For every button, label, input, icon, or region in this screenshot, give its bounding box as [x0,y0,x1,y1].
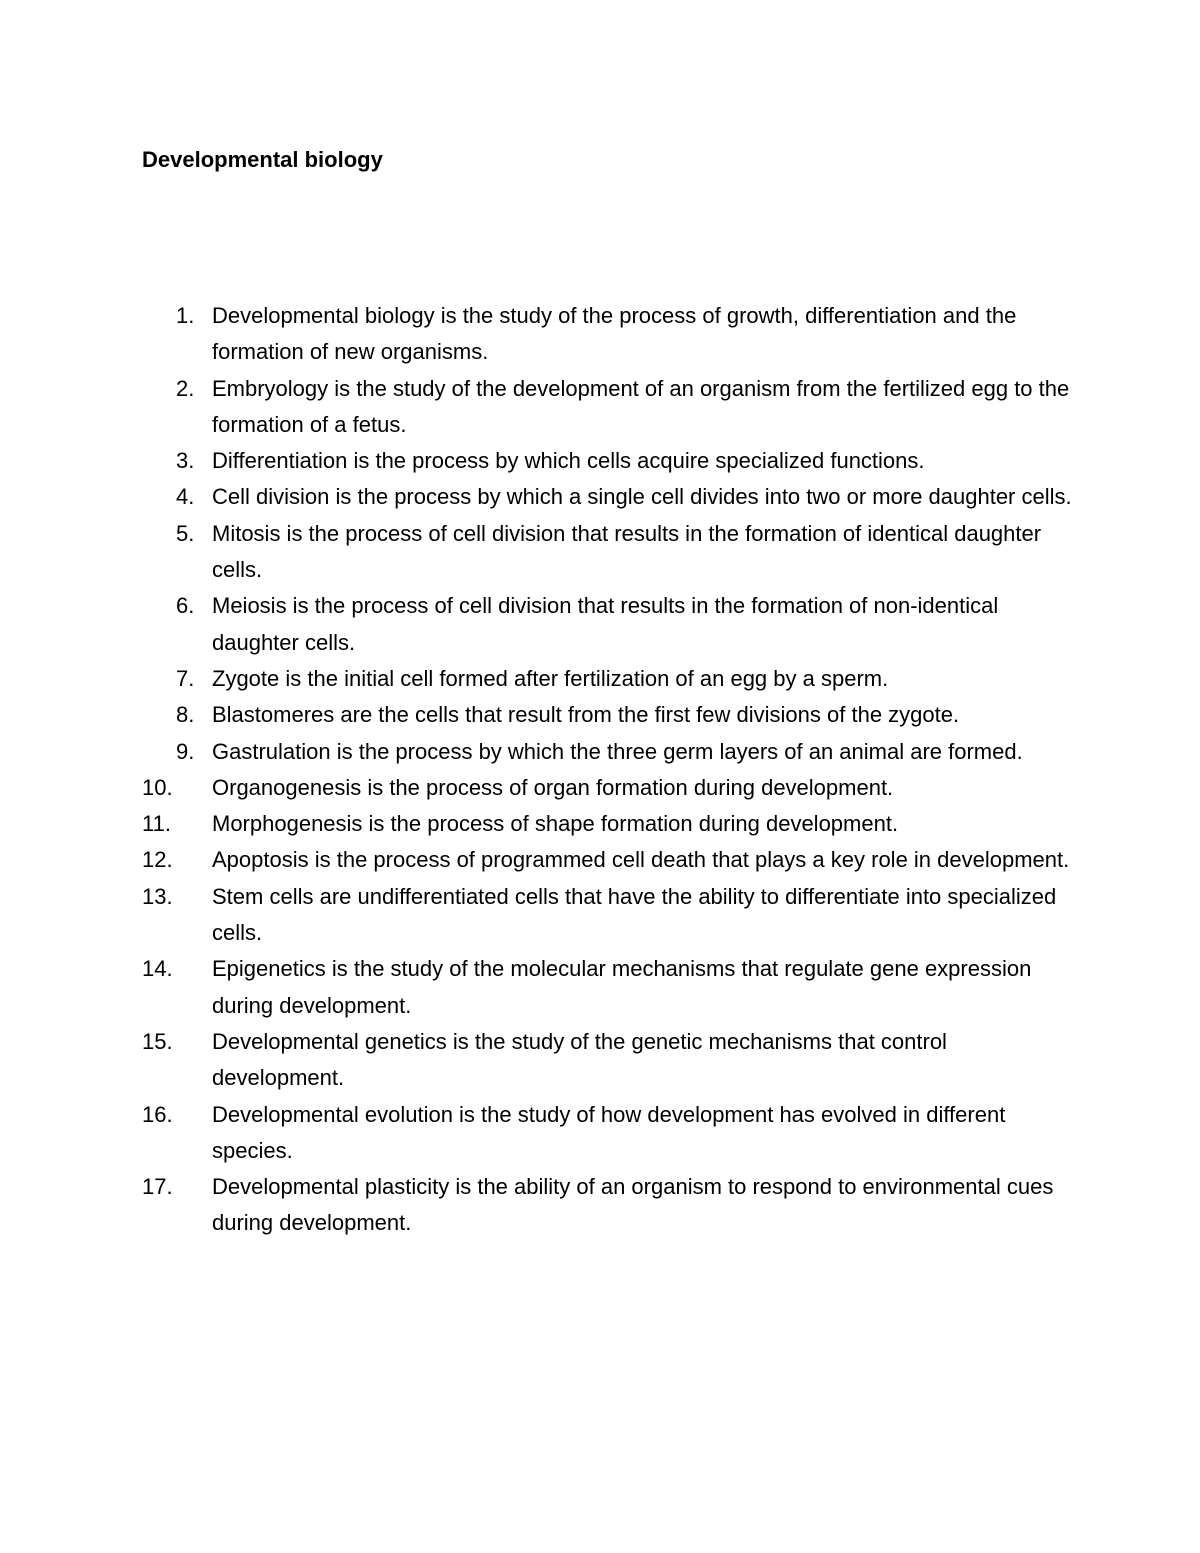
item-text: Developmental plasticity is the ability of an organism to respond to environmental cues during development. [212,1174,1054,1236]
list-item [142,1097,1092,1170]
list-item [142,770,1092,806]
list-item [142,1024,1092,1097]
item-text: Apoptosis is the process of programmed cell death that plays a key role in development. [212,847,1070,873]
item-text: Morphogenesis is the process of shape formation during development. [212,811,899,837]
item-number: 9. [176,738,195,764]
item-number: 14. [142,956,173,982]
document-title: Developmental biology [142,147,383,172]
item-number: 12. [142,847,173,873]
list-item [142,371,1092,444]
item-text: Developmental biology is the study of the process of growth, differentiation and the formation of new organisms. [212,303,1017,365]
item-text: Developmental genetics is the study of the genetic mechanisms that control development. [212,1028,947,1091]
item-number: 4. [176,484,195,510]
item-text: Mitosis is the process of cell division that results in the formation of identical daughter cells. [212,520,1042,583]
item-text: Cell division is the process by which a single cell divides into two or more daughter cells. [212,484,1072,510]
item-number: 3. [176,448,195,474]
item-text: Stem cells are undifferentiated cells that have the ability to differentiate into specialized cells. [212,883,1057,946]
item-number: 6. [176,593,195,619]
list-item [142,842,1092,878]
item-number: 8. [176,702,195,728]
list-item [142,951,1092,1024]
item-number: 2. [176,375,195,401]
list-item [142,734,1092,770]
list-item [142,879,1092,952]
item-text: Meiosis is the process of cell division that results in the formation of non-identical daughter cells. [212,593,999,655]
list-item [142,588,1092,661]
item-text: Gastrulation is the process by which the three germ layers of an animal are formed. [212,738,1023,764]
item-number: 10. [142,774,173,800]
item-text: Embryology is the study of the development of an organism from the fertilized egg to the formation of a fetus. [212,375,1070,437]
item-number: 1. [176,303,195,328]
list-item [142,806,1092,842]
item-number: 16. [142,1101,173,1127]
item-text: Zygote is the initial cell formed after fertilization of an egg by a sperm. [212,665,889,691]
item-number: 5. [176,520,195,546]
item-text: Organogenesis is the process of organ formation during development. [212,774,894,800]
definition-list [142,298,1092,1242]
list-item [142,697,1092,733]
item-number: 7. [176,665,195,691]
list-item [142,661,1092,697]
item-text: Differentiation is the process by which cells acquire specialized functions. [212,448,925,474]
item-text: Blastomeres are the cells that result from the first few divisions of the zygote. [212,702,960,728]
item-text: Epigenetics is the study of the molecular mechanisms that regulate gene expression during development. [212,956,1032,1018]
list-item [142,443,1092,479]
item-number: 13. [142,883,173,909]
list-item [142,479,1092,515]
item-number: 11. [142,811,171,837]
item-number: 17. [142,1174,173,1200]
list-item [142,516,1092,589]
item-number: 15. [142,1028,173,1054]
list-item [142,298,1092,371]
item-text: Developmental evolution is the study of how development has evolved in different species. [212,1101,1006,1163]
list-item [142,1169,1092,1242]
